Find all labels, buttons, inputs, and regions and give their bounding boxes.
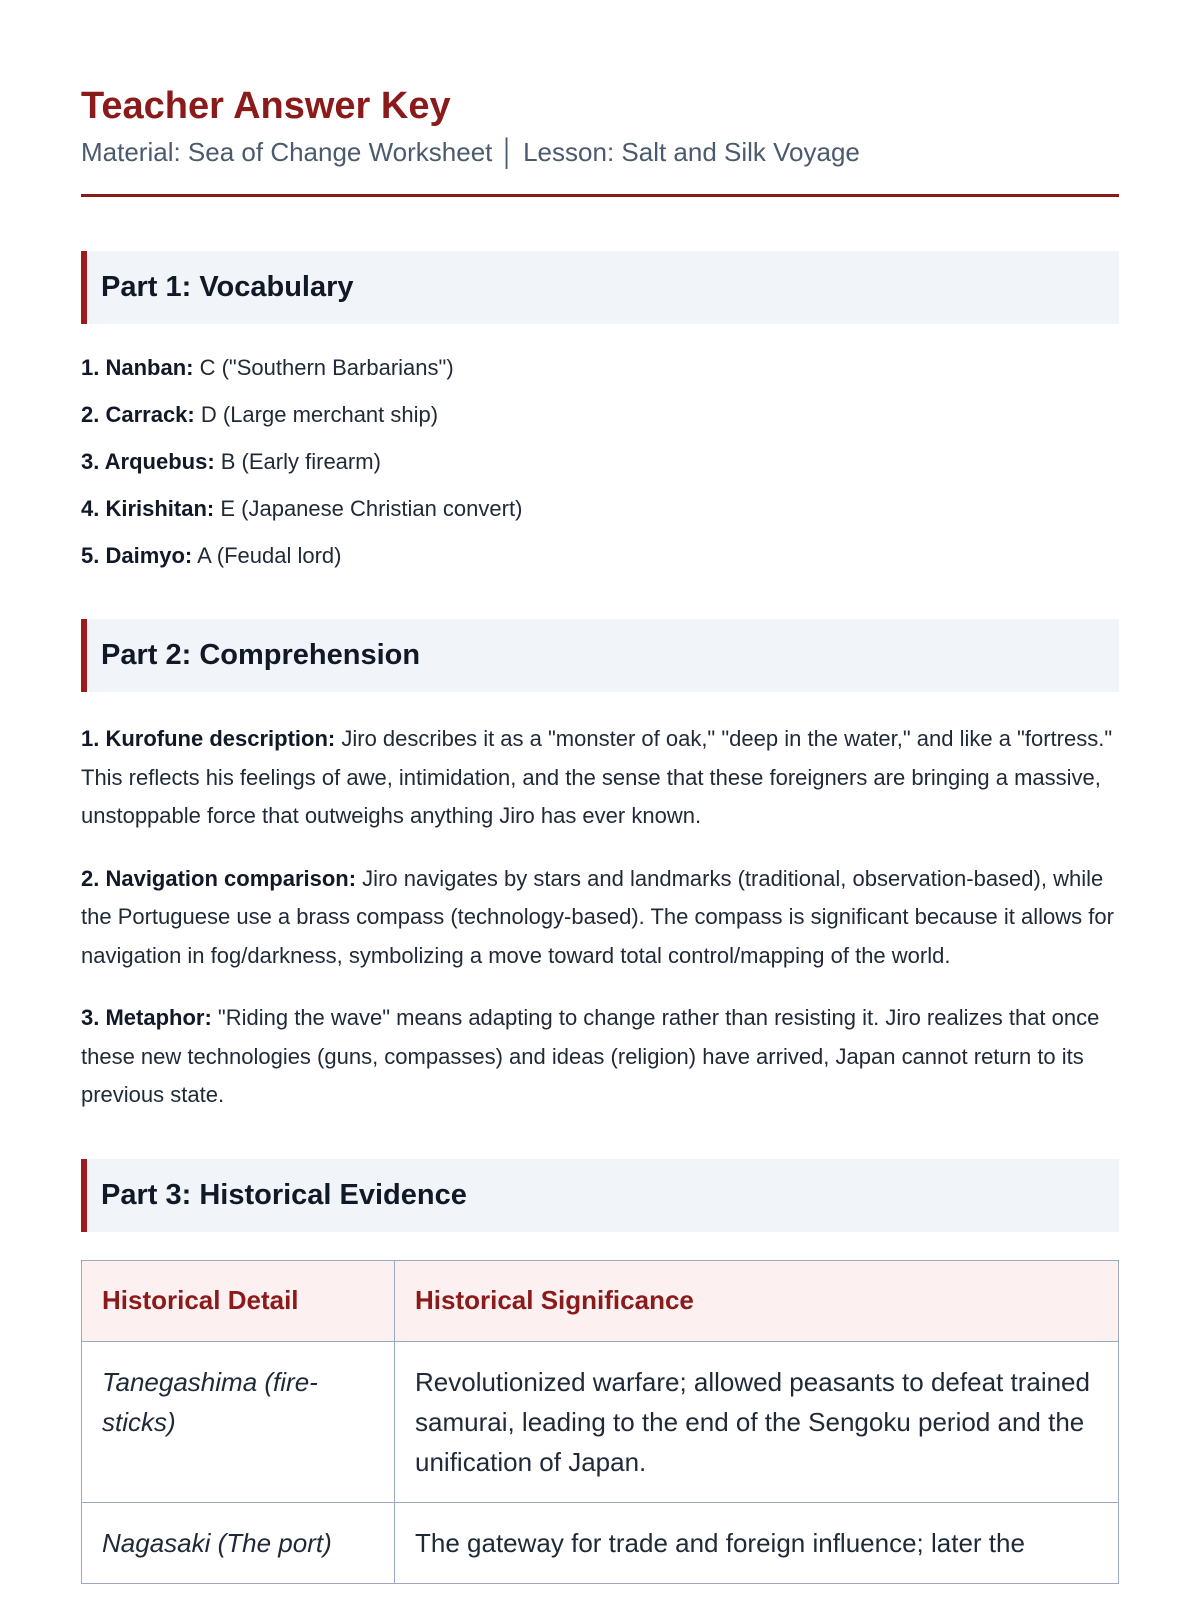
section-heading-historical-evidence: Part 3: Historical Evidence (81, 1159, 1119, 1232)
vocab-term: 4. Kirishitan: (81, 496, 215, 521)
table-header-row (82, 1260, 1119, 1341)
answer-label: 3. Metaphor: (81, 1005, 212, 1030)
answer-text: Jiro describes it as a "monster of oak," "deep in the water," and like a "fortress." This reflects his feelings of awe, intimidation, and the sense that these foreigners are bringing a massive, unstoppable force that outweighs anything Jiro has ever known. (81, 726, 1113, 828)
page-title: Teacher Answer Key (81, 85, 451, 127)
vocab-answer: C ("Southern Barbarians") (193, 355, 454, 380)
comprehension-answer (81, 720, 1119, 836)
header-divider (81, 194, 1119, 197)
column-header: Historical Significance (395, 1260, 1119, 1341)
vocabulary-list (81, 344, 1119, 579)
answer-text: "Riding the wave" means adapting to change rather than resisting it. Jiro realizes that once these new technologies (guns, compasses) and ideas (religion) have arrived, Japan cannot return to its previous state. (81, 1005, 1100, 1107)
section-heading-comprehension: Part 2: Comprehension (81, 619, 1119, 692)
table-row (82, 1341, 1119, 1502)
vocab-item (81, 485, 1119, 532)
answer-text: Jiro navigates by stars and landmarks (traditional, observation-based), while the Portuguese use a brass compass (technology-based). The compass is significant because it allows for navigation in fog/darkness, symbolizing a move toward total control/mapping of the world. (81, 865, 1114, 968)
comprehension-answer (81, 860, 1119, 976)
section-heading-vocabulary: Part 1: Vocabulary (81, 251, 1119, 324)
vocab-answer: D (Large merchant ship) (194, 402, 439, 427)
answer-label: 1. Kurofune description: (81, 726, 336, 751)
historical-evidence-table (81, 1260, 1119, 1584)
vocab-item (81, 344, 1119, 391)
answer-label: 2. Navigation comparison: (81, 865, 357, 891)
vocab-answer: E (Japanese Christian convert) (214, 496, 523, 521)
vocab-term: 1. Nanban: (81, 355, 194, 380)
vocab-term: 2. Carrack: (81, 402, 195, 427)
comprehension-answer (81, 999, 1119, 1115)
vocab-item (81, 391, 1119, 438)
vocab-term: 3. Arquebus: (81, 449, 215, 474)
detail-cell: Tanegashima (fire-sticks) (82, 1341, 395, 1502)
significance-cell: Revolutionized warfare; allowed peasants to defeat trained samurai, leading to the end of the Sengoku period and the unification of Japan. (395, 1341, 1119, 1502)
vocab-item (81, 438, 1119, 485)
page-subtitle: Material: Sea of Change Worksheet │ Lesson: Salt and Silk Voyage (81, 137, 860, 167)
column-header: Historical Detail (82, 1260, 395, 1341)
vocab-term: 5. Daimyo: (81, 543, 193, 568)
vocab-answer: B (Early firearm) (214, 449, 381, 474)
significance-cell: The gateway for trade and foreign influence; later the (395, 1502, 1119, 1583)
vocab-item (81, 532, 1119, 579)
vocab-answer: A (Feudal lord) (192, 543, 342, 568)
detail-cell: Nagasaki (The port) (82, 1502, 395, 1583)
table-row (82, 1502, 1119, 1583)
